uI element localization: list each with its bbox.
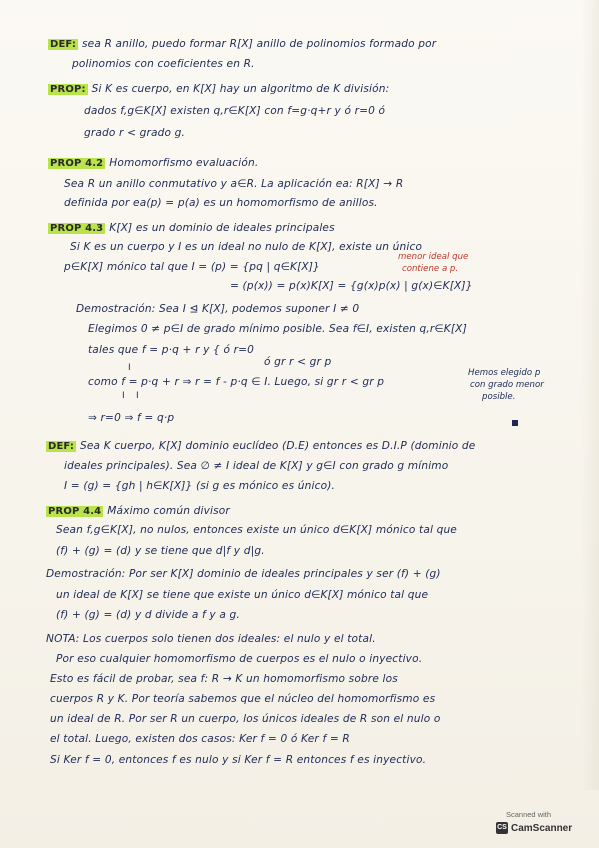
tag-prop-4-4: PROP 4.4 bbox=[48, 506, 102, 517]
tag-prop-4-3: PROP 4.3 bbox=[50, 223, 104, 234]
line: definida por ea(p) = p(a) es un homomorfismo de anillos. bbox=[64, 197, 378, 209]
line: p∈K[X] mónico tal que I = (p) = {pq | q∈K[X]} bbox=[64, 261, 320, 273]
mark-i2: I bbox=[122, 391, 125, 401]
camscanner-text: CamScanner bbox=[511, 822, 573, 834]
note-hemos: Hemos elegido p bbox=[468, 368, 541, 378]
line: Por eso cualquier homomorfismo de cuerpos es el nulo o inyectivo. bbox=[56, 653, 423, 665]
line-prop-4-3: PROP 4.3 K[X] es un dominio de ideales principales bbox=[50, 222, 335, 234]
scanned-with-text: Scanned with bbox=[506, 810, 552, 819]
line-prop-4-4: PROP 4.4 Máximo común divisor bbox=[48, 505, 230, 517]
line: (f) + (g) = (d) y d divide a f y a g. bbox=[56, 609, 240, 621]
line: polinomios con coeficientes en R. bbox=[72, 58, 255, 70]
line: ó gr r < gr p bbox=[264, 356, 332, 368]
line: Si K es un cuerpo y I es un ideal no nulo de K[X], existe un único bbox=[70, 241, 423, 253]
line: un ideal de K[X] se tiene que existe un único d∈K[X] mónico tal que bbox=[56, 589, 429, 601]
line-prop-4-2: PROP 4.2 Homomorfismo evaluación. bbox=[50, 157, 259, 169]
line: = (p(x)) = p(x)K[X] = {g(x)p(x) | g(x)∈K[X]} bbox=[230, 280, 473, 292]
line: el total. Luego, existen dos casos: Ker f = 0 ó Ker f = R bbox=[50, 733, 350, 745]
note-posible: posible. bbox=[482, 392, 516, 402]
line-demostracion-1: Demostración: Sea I ⊴ K[X], podemos suponer I ≠ 0 bbox=[76, 303, 360, 315]
note-menor-ideal: menor ideal que bbox=[398, 252, 469, 262]
tag-prop-4-2: PROP 4.2 bbox=[50, 158, 104, 169]
camscanner-watermark bbox=[496, 810, 586, 840]
line-def-dip: DEF: Sea K cuerpo, K[X] dominio euclídeo (D.E) entonces es D.I.P (dominio de bbox=[48, 440, 476, 452]
mark-i3: I bbox=[136, 391, 139, 401]
line: un ideal de R. Por ser R un cuerpo, los únicos ideales de R son el nulo o bbox=[50, 713, 441, 725]
tag-def: DEF: bbox=[50, 39, 77, 50]
line: Sea R un anillo conmutativo y a∈R. La aplicación ea: R[X] → R bbox=[64, 178, 404, 190]
line-demostracion-2: Demostración: Por ser K[X] dominio de ideales principales y ser (f) + (g) bbox=[46, 568, 441, 580]
line: Elegimos 0 ≠ p∈I de grado mínimo posible. Sea f∈I, existen q,r∈K[X] bbox=[88, 323, 467, 335]
mark-i1: I bbox=[128, 363, 131, 373]
line-prop-division: PROP: Si K es cuerpo, en K[X] hay un algoritmo de K división: bbox=[50, 83, 390, 95]
tag-def-2: DEF: bbox=[48, 441, 75, 452]
tag-prop: PROP: bbox=[50, 84, 86, 95]
line: Si Ker f = 0, entonces f es nulo y si Ker f = R entonces f es inyectivo. bbox=[50, 754, 427, 766]
line: grado r < grado g. bbox=[84, 127, 186, 139]
camscanner-logo-icon: CS bbox=[496, 822, 508, 834]
line-def-anillo: DEF: sea R anillo, puedo formar R[X] anillo de polinomios formado por bbox=[50, 38, 437, 50]
line: ideales principales). Sea ∅ ≠ I ideal de K[X] y g∈I con grado g mínimo bbox=[64, 460, 449, 472]
line: Sean f,g∈K[X], no nulos, entonces existe un único d∈K[X] mónico tal que bbox=[56, 524, 457, 536]
line: (f) + (g) = (d) y se tiene que d|f y d|g. bbox=[56, 545, 265, 557]
ink-square bbox=[512, 420, 518, 426]
line: dados f,g∈K[X] existen q,r∈K[X] con f=g·q+r y ó r=0 ó bbox=[84, 105, 386, 117]
line-nota: NOTA: Los cuerpos solo tienen dos ideales: el nulo y el total. bbox=[46, 633, 376, 645]
line: ⇒ r=0 ⇒ f = q·p bbox=[88, 412, 175, 424]
line: cuerpos R y K. Por teoría sabemos que el núcleo del homomorfismo es bbox=[50, 693, 436, 705]
note-con-grado: con grado menor bbox=[470, 380, 544, 390]
note-contiene-p: contiene a p. bbox=[402, 264, 459, 274]
line: I = (g) = {gh | h∈K[X]} (si g es mónico es único). bbox=[64, 480, 336, 492]
line: como f = p·q + r ⇒ r = f - p·q ∈ I. Luego, si gr r < gr p bbox=[88, 376, 385, 388]
line: tales que f = p·q + r y { ó r=0 bbox=[88, 344, 255, 356]
line: Esto es fácil de probar, sea f: R → K un homomorfismo sobre los bbox=[50, 673, 398, 685]
